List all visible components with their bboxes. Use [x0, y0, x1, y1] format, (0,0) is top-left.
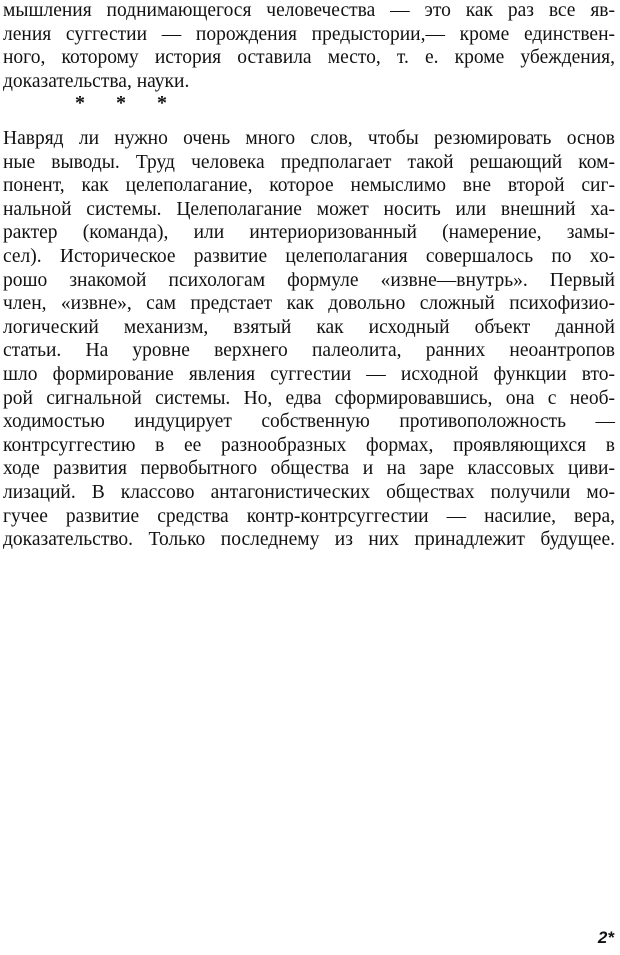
section-separator: * * *: [75, 92, 167, 114]
text-line: Навряд ли нужно очень много слов, чтобы резюмировать основ: [3, 128, 615, 149]
text-line: доказательство. Только последнему из них принадлежит будущее.: [3, 529, 615, 551]
text-line: ходе развития первобытного общества и на заре классовых циви-: [3, 458, 615, 480]
text-line: ления суггестии — порождения предыстории,— кроме единствен-: [3, 23, 615, 45]
text-line: понент, как целеполагание, которое немыслимо вне второй сиг-: [3, 175, 615, 197]
text-line: логический механизм, взятый как исходный объект данной: [3, 316, 615, 338]
text-line: член, «извне», сам предстает как довольно сложный психофизио-: [3, 293, 615, 315]
text-line: рой сигнальной системы. Но, едва сформировавшись, она с необ-: [3, 387, 615, 409]
text-line: шло формирование явления суггестии — исходной функции вто-: [3, 363, 615, 385]
text-line: гучее развитие средства контр-контрсуггестии — насилие, вера,: [3, 505, 615, 527]
text-line: рошо знакомой психологам формуле «извне—внутрь». Первый: [3, 269, 615, 291]
text-line: нальной системы. Целеполагание может носить или внешний ха-: [3, 198, 615, 220]
text-line: ного, которому история оставила место, т. е. кроме убеждения,: [3, 47, 615, 69]
paragraph-2: [3, 127, 615, 552]
text-line: доказательства, науки.: [3, 70, 190, 92]
paragraph-1: [3, 0, 615, 93]
text-line: контрсуггестию в ее разнообразных формах, проявляющихся в: [3, 434, 615, 456]
text-line: ходимостью индуцирует собственную противоположность —: [3, 411, 615, 433]
page-number: 2*: [597, 928, 614, 947]
text-line: сел). Историческое развитие целеполагания совершалось по хо-: [3, 245, 615, 267]
text-line: ные выводы. Труд человека предполагает такой решающий ком-: [3, 151, 615, 173]
text-line: лизаций. В классово антагонистических обществах получили мо-: [3, 481, 615, 503]
text-line: статьи. На уровне верхнего палеолита, ранних неоантропов: [3, 340, 615, 362]
text-line: рактер (команда), или интериоризованный (намерение, замы-: [3, 222, 615, 244]
text-line: мышления поднимающегося человечества — это как раз все яв-: [3, 0, 615, 21]
